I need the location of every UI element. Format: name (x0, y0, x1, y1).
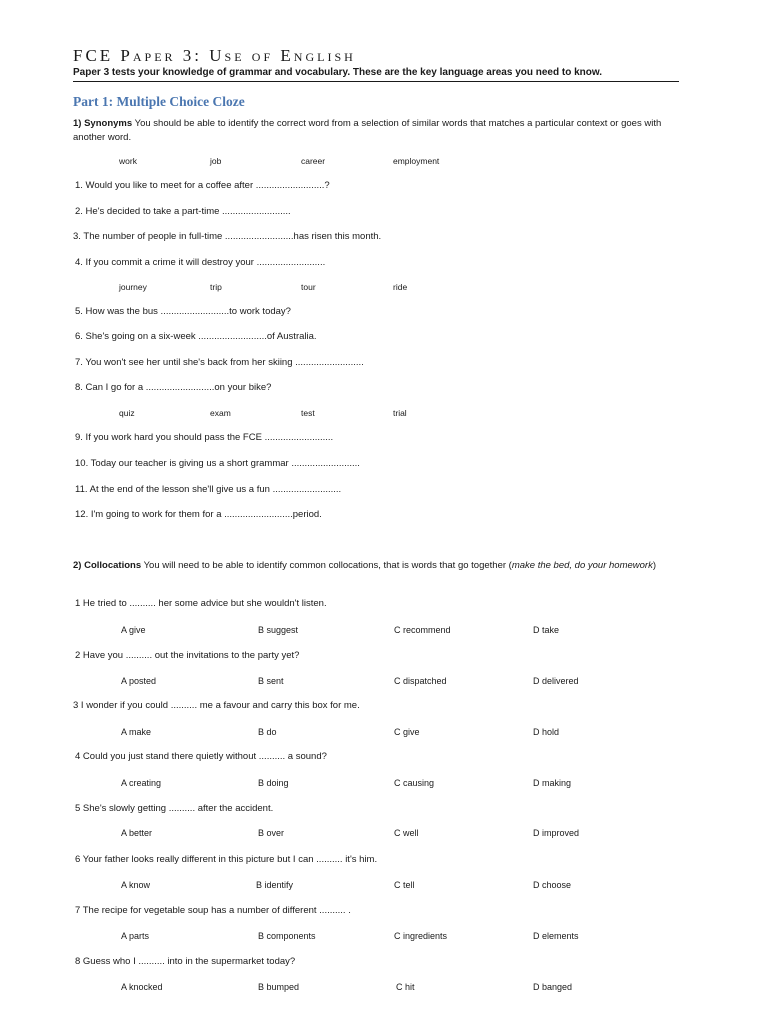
section1-label: Synonyms (84, 118, 133, 129)
word-option: exam (210, 408, 231, 418)
word-option: ride (393, 282, 408, 292)
option: C recommend (394, 625, 451, 635)
question: 1. Would you like to meet for a coffee after ..........................? (75, 180, 330, 191)
question: 9. If you work hard you should pass the FCE .......................... (75, 432, 334, 443)
option: A parts (121, 931, 150, 941)
question: 11. At the end of the lesson she'll give us a fun .......................... (75, 484, 342, 495)
option-row (0, 880, 768, 892)
part-heading: Part 1: Multiple Choice Cloze (73, 94, 245, 109)
question: 12. I'm going to work for them for a ..........................period. (75, 509, 322, 520)
option: B identify (256, 880, 294, 890)
option-row (0, 931, 768, 943)
word-option: tour (301, 282, 316, 292)
option: B suggest (258, 625, 299, 635)
word-option: journey (119, 282, 147, 292)
question: 5 She's slowly getting .......... after the accident. (75, 803, 274, 814)
option: A make (121, 727, 152, 737)
option: D choose (533, 880, 572, 890)
title-divider (73, 81, 679, 82)
option: A know (121, 880, 151, 890)
section2-text: You will need to be able to identify common collocations, that is words that go together ( (141, 560, 512, 571)
option: D making (533, 778, 572, 788)
word-option: work (119, 156, 137, 166)
option: D improved (533, 828, 580, 838)
section2-number: 2) (73, 560, 82, 571)
option-row (0, 676, 768, 688)
section2-examples: make the bed, do your homework (511, 560, 653, 571)
option-row (0, 828, 768, 840)
question: 4 Could you just stand there quietly without .......... a sound? (75, 751, 327, 762)
option: B do (258, 727, 277, 737)
option: C hit (396, 982, 415, 992)
option: D elements (533, 931, 579, 941)
option: C give (394, 727, 420, 737)
question: 1 He tried to .......... her some advice but she wouldn't listen. (75, 598, 327, 609)
page-subtitle: Paper 3 tests your knowledge of grammar and vocabulary. These are the key language areas you need to know. (73, 67, 603, 78)
question: 3 I wonder if you could .......... me a favour and carry this box for me. (73, 700, 360, 711)
question: 6 Your father looks really different in this picture but I can .......... it's him. (75, 854, 378, 865)
word-option: job (210, 156, 222, 166)
question: 5. How was the bus ..........................to work today? (75, 306, 291, 317)
question: 3. The number of people in full-time ..........................has risen this month. (73, 231, 382, 242)
option: B sent (258, 676, 284, 686)
option: C ingredients (394, 931, 448, 941)
option: A give (121, 625, 146, 635)
word-group (0, 282, 768, 294)
word-option: quiz (119, 408, 135, 418)
section2-label: Collocations (84, 560, 142, 571)
option: B bumped (258, 982, 300, 992)
section2-intro (73, 559, 683, 573)
option-row (0, 625, 768, 637)
word-group (0, 156, 768, 168)
page-title: FCE Paper 3: Use of English (73, 46, 356, 65)
option-row (0, 982, 768, 994)
word-option: career (301, 156, 326, 166)
option: B doing (258, 778, 289, 788)
question: 7. You won't see her until she's back from her skiing .......................... (75, 357, 364, 368)
question: 4. If you commit a crime it will destroy your .......................... (75, 257, 326, 268)
option: A creating (121, 778, 162, 788)
option: C well (394, 828, 419, 838)
section1-text: You should be able to identify the correct word from a selection of similar words that matches a particular context or goes with another word. (73, 118, 662, 143)
question: 8. Can I go for a ..........................on your bike? (75, 382, 272, 393)
word-option: trip (210, 282, 222, 292)
word-group (0, 408, 768, 420)
option-row (0, 778, 768, 790)
option: B over (258, 828, 285, 838)
option: B components (258, 931, 316, 941)
option: C dispatched (394, 676, 447, 686)
option: A posted (121, 676, 157, 686)
word-option: trial (393, 408, 407, 418)
option-row (0, 727, 768, 739)
option: D banged (533, 982, 573, 992)
option: D hold (533, 727, 560, 737)
question: 7 The recipe for vegetable soup has a number of different .......... . (75, 905, 351, 916)
word-option: employment (393, 156, 440, 166)
question: 10. Today our teacher is giving us a short grammar .......................... (75, 458, 360, 469)
option: A better (121, 828, 153, 838)
option: A knocked (121, 982, 163, 992)
question: 2. He's decided to take a part-time .......................... (75, 206, 291, 217)
option: D delivered (533, 676, 579, 686)
section1-number: 1) (73, 118, 82, 129)
option: C tell (394, 880, 415, 890)
question: 8 Guess who I .......... into in the supermarket today? (75, 956, 296, 967)
section1-intro (73, 117, 683, 144)
option: C causing (394, 778, 435, 788)
word-option: test (301, 408, 315, 418)
section2-text-end: ) (652, 560, 656, 571)
question: 2 Have you .......... out the invitations to the party yet? (75, 650, 300, 661)
option: D take (533, 625, 560, 635)
question: 6. She's going on a six-week ..........................of Australia. (75, 331, 317, 342)
